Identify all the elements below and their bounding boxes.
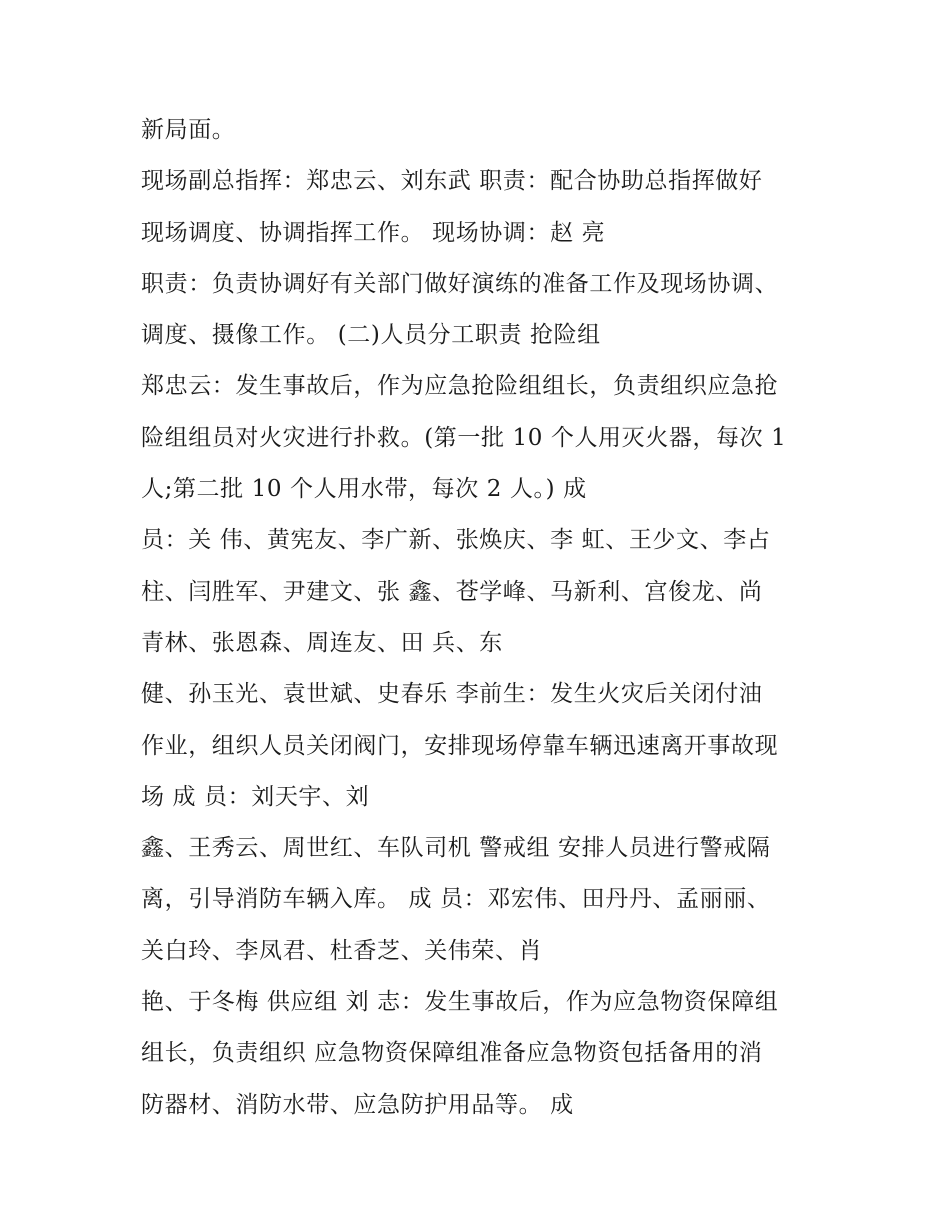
text-line: 鑫、王秀云、周世红、车队司机 警戒组 安排人员进行警戒隔 — [141, 835, 771, 862]
text-line: 调度、摄像工作。 (二)人员分工职责 抢险组 — [141, 322, 601, 349]
document-body — [141, 110, 821, 1136]
text-line: 健、孙玉光、袁世斌、史春乐 李前生：发生火灾后关闭付油 — [141, 681, 763, 708]
text-line: 作业，组织人员关闭阀门，安排现场停靠车辆迅速离开事故现 — [141, 732, 779, 759]
text-line: 人;第二批 10 个人用水带，每次 2 人。) 成 — [141, 476, 587, 503]
text-line: 郑忠云：发生事故后，作为应急抢险组组长，负责组织应急抢 — [141, 373, 779, 400]
text-line: 新局面。 — [141, 117, 236, 143]
text-line: 艳、于冬梅 供应组 刘 志：发生事故后，作为应急物资保障组 — [141, 989, 779, 1016]
text-line: 关白玲、李凤君、杜香芝、关伟荣、肖 — [141, 937, 543, 964]
text-line: 险组组员对火灾进行扑救。(第一批 10 个人用灭火器，每次 1 — [141, 424, 787, 451]
text-line: 柱、闫胜军、尹建文、张 鑫、苍学峰、马新利、宫俊龙、尚 — [141, 578, 763, 605]
text-line: 青林、张恩森、周连友、田 兵、东 — [141, 629, 503, 656]
text-line: 组长，负责组织 应急物资保障组准备应急物资包括备用的消 — [141, 1040, 763, 1067]
text-line: 防器材、消防水带、应急防护用品等。 成 — [141, 1091, 574, 1118]
text-line: 离，引导消防车辆入库。 成 员：邓宏伟、田丹丹、孟丽丽、 — [141, 886, 771, 913]
text-line: 现场副总指挥：郑忠云、刘东武 职责：配合协助总指挥做好 — [141, 168, 763, 195]
text-line: 职责：负责协调好有关部门做好演练的准备工作及现场协调、 — [141, 270, 779, 297]
text-line: 员：关 伟、黄宪友、李广新、张焕庆、李 虹、王少文、李占 — [141, 527, 771, 554]
text-line: 现场调度、协调指挥工作。 现场协调：赵 亮 — [141, 219, 606, 246]
text-line: 场 成 员：刘天宇、刘 — [141, 783, 370, 810]
